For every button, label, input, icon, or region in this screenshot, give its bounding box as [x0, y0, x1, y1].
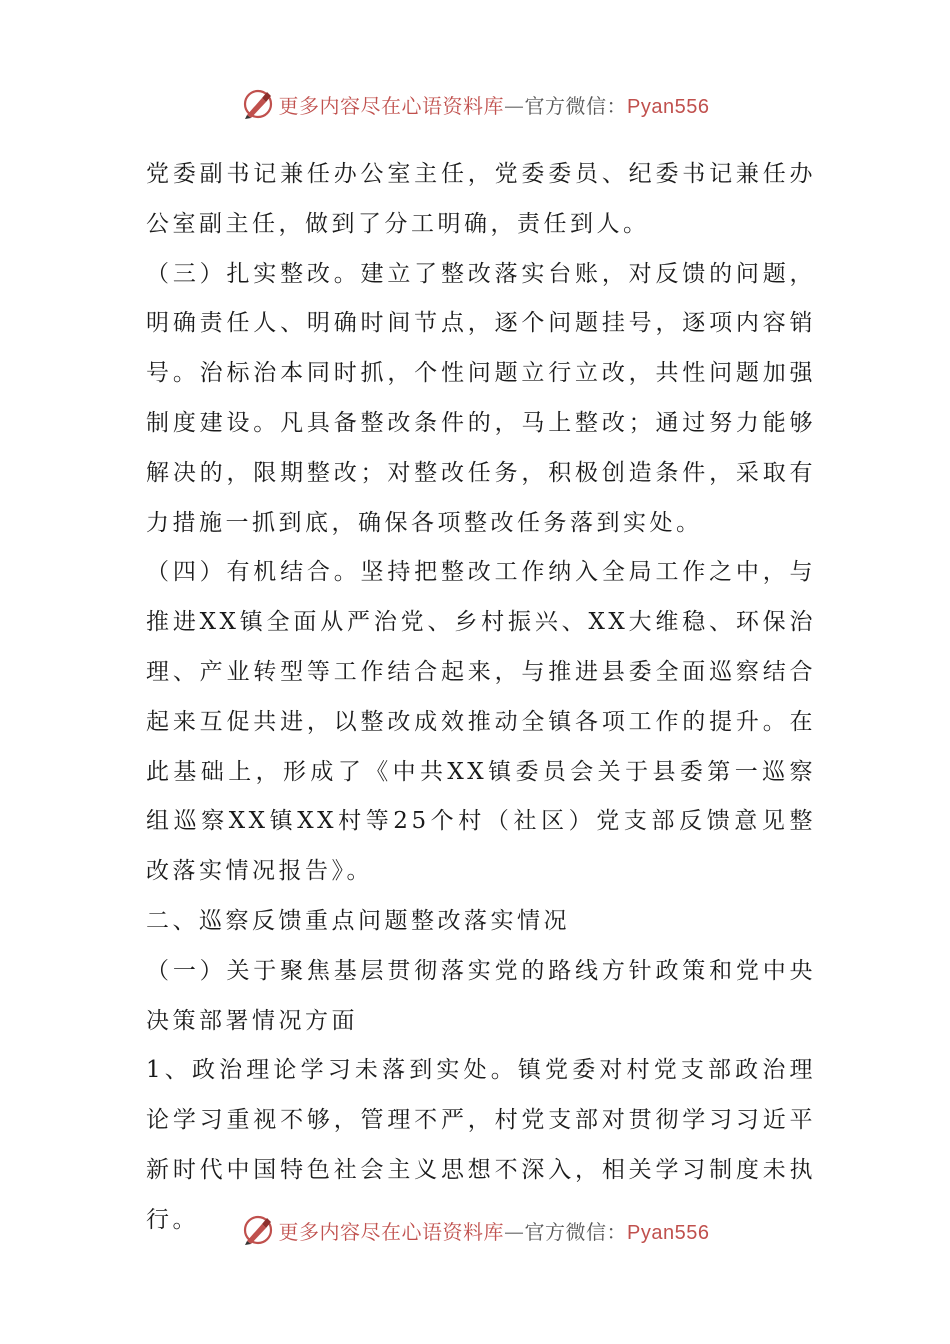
- paragraph-item-one: 1、政治理论学习未落到实处。镇党委对村党支部政治理论学习重视不够，管理不严，村党支部对贯彻学习习近平新时代中国特色社会主义思想不深入，相关学习制度未执行。: [146, 1057, 816, 1233]
- banner-wechat-id: Pyan556: [627, 95, 710, 118]
- banner-main-text: 更多内容尽在心语资料库: [278, 1219, 505, 1244]
- heading-section-two: 二、巡察反馈重点问题整改落实情况: [146, 907, 570, 934]
- document-body: [146, 150, 816, 1246]
- banner-text: [279, 90, 710, 119]
- banner-text: [279, 1216, 710, 1245]
- footer-banner: [0, 1210, 950, 1250]
- banner-separator: —: [504, 93, 525, 118]
- paragraph-section-three: （三）扎实整改。建立了整改落实台账，对反馈的问题，明确责任人、明确时间节点，逐个问题挂号，逐项内容销号。治标治本同时抓，个性问题立行立改，共性问题加强制度建设。凡具备整改条件的，马上整改；通过努力能够解决的，限期整改；对整改任务，积极创造条件，采取有力措施一抓到底，确保各项整改任务落到实处。: [146, 260, 816, 536]
- pen-logo-icon: [241, 1213, 275, 1247]
- banner-separator: —: [504, 1219, 525, 1244]
- pen-logo-icon: [241, 87, 275, 121]
- banner-main-text: 更多内容尽在心语资料库: [278, 93, 505, 118]
- subheading-one: （一）关于聚焦基层贯彻落实党的路线方针政策和党中央决策部署情况方面: [146, 957, 816, 1034]
- banner-wechat-label: 官方微信：: [524, 93, 628, 118]
- banner-wechat-label: 官方微信：: [524, 1219, 628, 1244]
- banner-wechat-id: Pyan556: [627, 1221, 710, 1244]
- header-banner: [0, 84, 950, 124]
- paragraph-continuation: 党委副书记兼任办公室主任，党委委员、纪委书记兼任办公室副主任，做到了分工明确，责任到人。: [146, 161, 816, 237]
- paragraph-section-four: （四）有机结合。坚持把整改工作纳入全局工作之中，与推进XX镇全面从严治党、乡村振兴、XX大维稳、环保治理、产业转型等工作结合起来，与推进县委全面巡察结合起来互促共进，以整改成效推动全镇各项工作的提升。在此基础上，形成了《中共XX镇委员会关于县委第一巡察组巡察XX镇XX村等25个村（社区）党支部反馈意见整改落实情况报告》。: [146, 559, 816, 885]
